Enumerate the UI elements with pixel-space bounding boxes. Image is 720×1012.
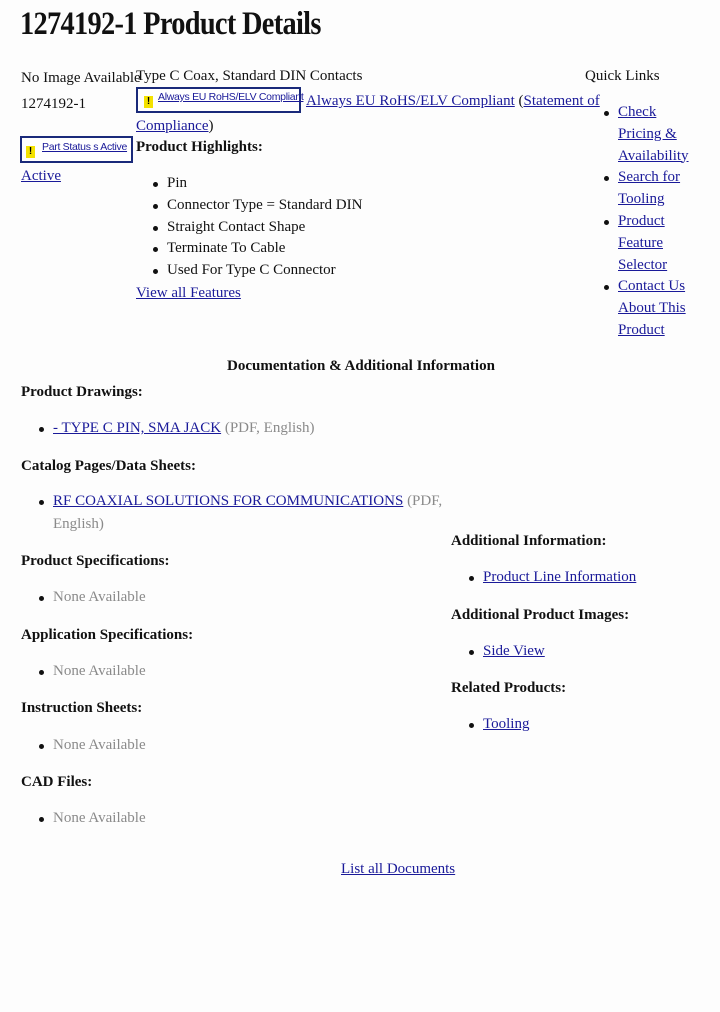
application-specifications-heading: Application Specifications:: [21, 627, 194, 643]
list-item: Pin: [136, 173, 362, 195]
page-title: 1274192-1 Product Details: [20, 6, 321, 42]
warning-icon: !: [26, 146, 35, 158]
product-feature-selector-link[interactable]: Product Feature Selector: [618, 212, 668, 273]
rohs-line-2: [136, 116, 213, 136]
rohs-compliance-link[interactable]: Always EU RoHS/ELV Compliant: [306, 93, 515, 109]
quick-links-list: [587, 102, 702, 342]
part-status-badge-label: Part Status s Active: [42, 141, 128, 153]
list-item: Used For Type C Connector: [136, 260, 362, 282]
additional-information-list: [452, 567, 636, 589]
list-item: [587, 211, 702, 276]
list-item: [452, 714, 529, 736]
list-item: None Available: [22, 587, 146, 609]
instruction-sheets-heading: Instruction Sheets:: [21, 700, 143, 716]
no-image-placeholder: No Image Available: [21, 70, 141, 86]
list-item: [22, 491, 442, 513]
list-item: [452, 567, 636, 589]
side-view-link[interactable]: Side View: [483, 643, 545, 659]
file-meta: (PDF,: [407, 493, 443, 509]
related-products-list: [452, 714, 529, 736]
list-item: None Available: [22, 661, 146, 683]
product-specifications-list: [22, 587, 146, 609]
product-line-information-link[interactable]: Product Line Information: [483, 569, 637, 585]
statement-of-compliance-link-cont[interactable]: Compliance: [136, 118, 209, 134]
catalog-page-link[interactable]: RF COAXIAL SOLUTIONS FOR COMMUNICATIONS: [53, 493, 404, 509]
contact-us-link[interactable]: Contact Us About This Product: [618, 278, 686, 338]
list-item: [587, 102, 702, 167]
product-highlights-heading: Product Highlights:: [136, 139, 263, 155]
rohs-badge-label: Always EU RoHS/ELV Compliant: [158, 91, 304, 103]
list-all-documents-link[interactable]: List all Documents: [341, 861, 456, 877]
part-number: 1274192-1: [21, 96, 86, 112]
catalog-pages-heading: Catalog Pages/Data Sheets:: [21, 458, 196, 474]
additional-images-list: [452, 641, 545, 663]
file-meta: (PDF, English): [224, 420, 315, 436]
application-specifications-list: [22, 661, 146, 683]
product-drawing-link[interactable]: - TYPE C PIN, SMA JACK: [53, 420, 222, 436]
rohs-line: [306, 91, 600, 111]
rohs-badge[interactable]: [136, 87, 304, 113]
documentation-heading: Documentation & Additional Information: [227, 358, 495, 374]
tooling-link[interactable]: Tooling: [483, 716, 530, 732]
list-item: [22, 418, 315, 440]
product-drawings-heading: Product Drawings:: [21, 384, 143, 400]
instruction-sheets-list: [22, 735, 146, 757]
file-meta-cont: English): [53, 516, 104, 532]
list-item: None Available: [22, 735, 146, 757]
part-status-badge[interactable]: [20, 136, 133, 163]
list-item: Straight Contact Shape: [136, 217, 362, 239]
product-description: Type C Coax, Standard DIN Contacts: [136, 68, 363, 84]
product-drawings-list: [22, 418, 315, 440]
product-highlights-list: [136, 173, 362, 282]
list-item: [587, 167, 702, 211]
search-tooling-link[interactable]: Search for Tooling: [618, 169, 681, 208]
additional-information-heading: Additional Information:: [451, 533, 607, 549]
list-item: [452, 641, 545, 663]
list-item: None Available: [22, 808, 146, 830]
list-item: Terminate To Cable: [136, 238, 362, 260]
list-item: [587, 276, 702, 341]
list-item: Connector Type = Standard DIN: [136, 195, 362, 217]
catalog-pages-list: [22, 491, 442, 513]
warning-icon: !: [144, 96, 153, 108]
related-products-heading: Related Products:: [451, 680, 567, 696]
product-specifications-heading: Product Specifications:: [21, 553, 170, 569]
cad-files-list: [22, 808, 146, 830]
statement-of-compliance-link[interactable]: Statement of: [523, 93, 600, 109]
quick-links-heading: Quick Links: [585, 68, 660, 84]
close-paren: ): [208, 118, 214, 134]
part-status-link[interactable]: Active: [21, 168, 61, 184]
open-paren: (: [518, 93, 524, 109]
cad-files-heading: CAD Files:: [21, 774, 93, 790]
view-all-features-link[interactable]: View all Features: [136, 285, 241, 301]
additional-images-heading: Additional Product Images:: [451, 607, 630, 623]
check-pricing-link[interactable]: Check Pricing & Availability: [618, 104, 689, 164]
